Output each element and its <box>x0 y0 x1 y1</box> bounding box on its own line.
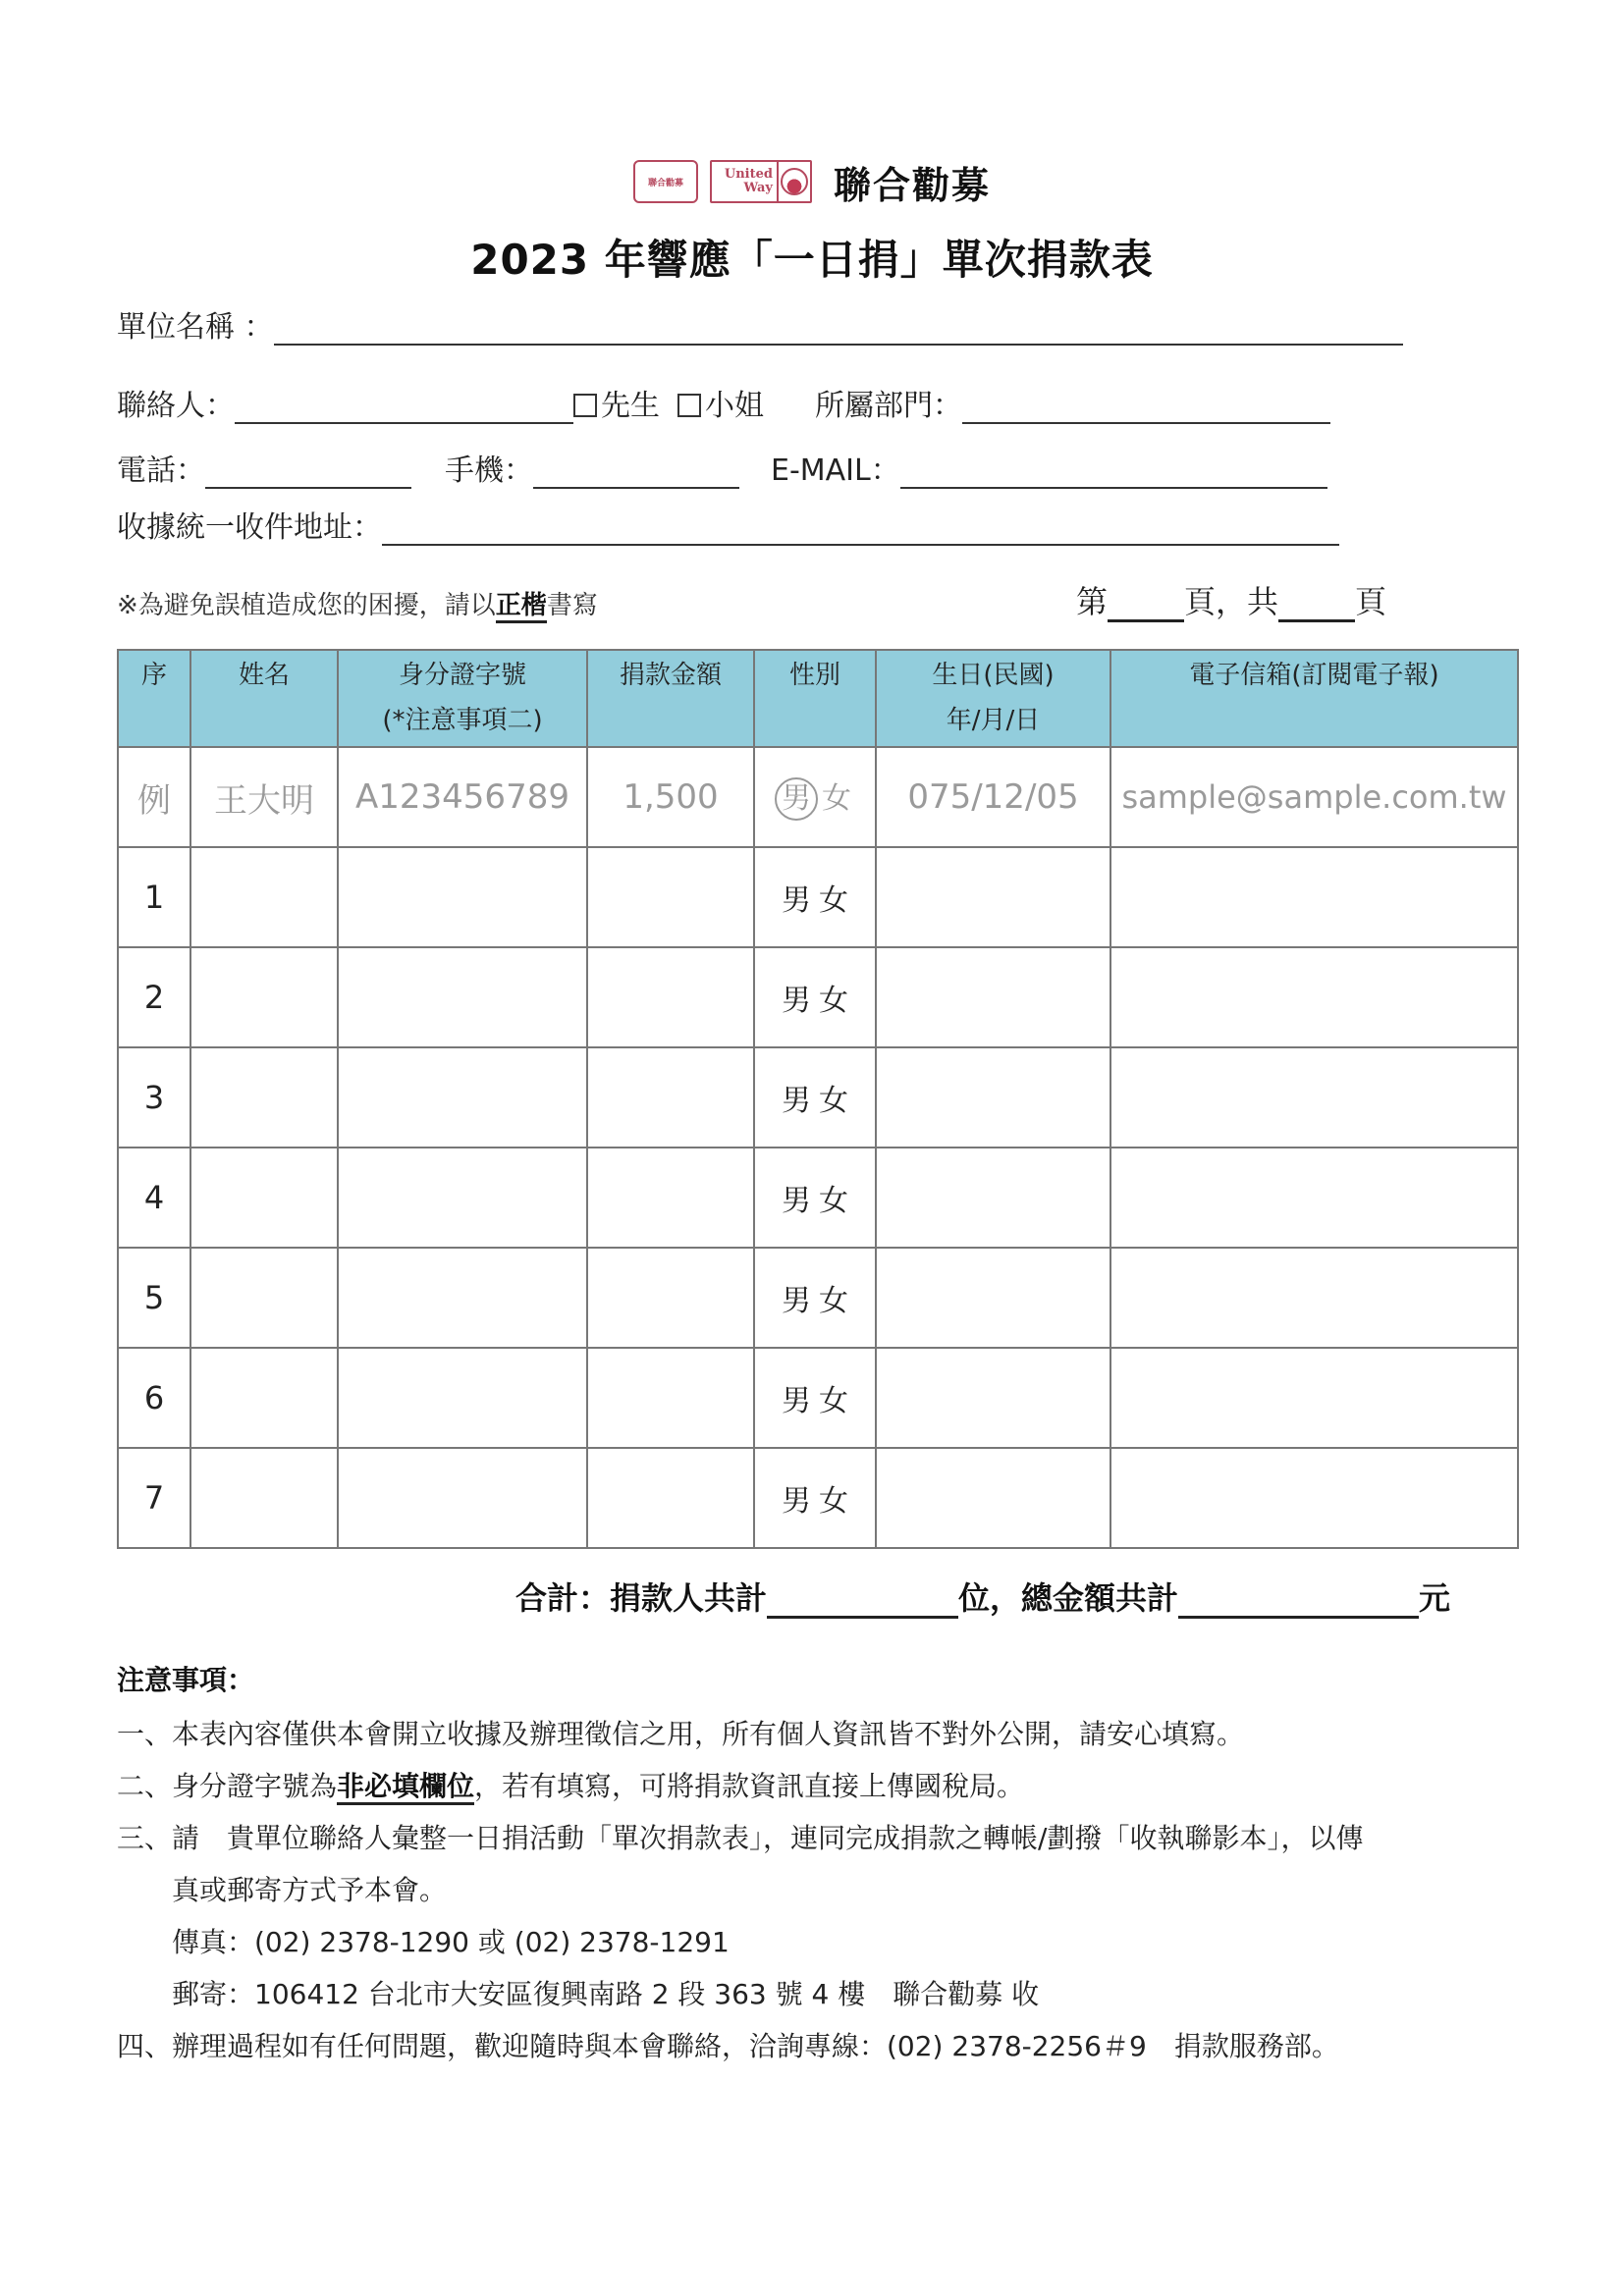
row-birthday-input[interactable] <box>876 1047 1110 1148</box>
col-header-text: 身分證字號 <box>398 661 526 690</box>
mailing-address: 郵寄：106412 台北市大安區復興南路 2 段 363 號 4 樓 聯合勸募 收 <box>172 1978 1040 2010</box>
note-item-1: 一、本表內容僅供本會開立收據及辦理徵信之用，所有個人資訊皆不對外公開，請安心填寫。 <box>117 1718 1245 1750</box>
gender-male-option[interactable]: 男 <box>782 1484 811 1519</box>
ms-checkbox[interactable] <box>677 394 701 417</box>
table-row <box>118 1047 1518 1148</box>
gender-male-option[interactable]: 男 <box>782 1084 811 1118</box>
gender-female-option[interactable]: 女 <box>819 1084 848 1118</box>
totals-prefix: 合計：捐款人共計 <box>515 1579 768 1617</box>
unit-name-field <box>117 302 1403 346</box>
note-item-2 <box>117 1760 1363 1812</box>
col-header-subtext: (*注意事項二) <box>382 706 543 735</box>
total-pages-input[interactable] <box>1278 588 1355 622</box>
table-row <box>118 1448 1518 1548</box>
example-gender <box>754 747 876 847</box>
gender-female-option[interactable]: 女 <box>819 1484 848 1519</box>
totals-suffix: 元 <box>1419 1579 1451 1617</box>
example-name: 王大明 <box>190 747 338 847</box>
gender-male-option[interactable]: 男 <box>782 883 811 918</box>
col-header-birthday <box>876 650 1110 747</box>
united-way-emblem-icon <box>779 162 810 201</box>
note-item-2-emphasis: 非必填欄位 <box>337 1770 474 1805</box>
row-email-input[interactable] <box>1110 947 1518 1047</box>
row-amount-input[interactable] <box>587 1148 754 1248</box>
row-amount-input[interactable] <box>587 1248 754 1348</box>
row-name-input[interactable] <box>190 1448 338 1548</box>
row-amount-input[interactable] <box>587 1047 754 1148</box>
row-amount-input[interactable] <box>587 947 754 1047</box>
mr-checkbox[interactable] <box>573 394 597 417</box>
table-header-row <box>118 650 1518 747</box>
phone-row <box>117 446 1327 489</box>
row-gender <box>754 1148 876 1248</box>
handwriting-instruction <box>117 585 598 621</box>
example-birthday: 075/12/05 <box>876 747 1110 847</box>
address-input[interactable] <box>382 514 1339 546</box>
row-id-input[interactable] <box>338 947 587 1047</box>
note-item-3-line-1: 三、請 貴單位聯絡人彙整一日捐活動「單次捐款表」，連同完成捐款之轉帳/劃撥「收執聯影本」，以傳 <box>117 1822 1364 1854</box>
page-number-input[interactable] <box>1108 588 1184 622</box>
row-seq: 7 <box>118 1448 190 1548</box>
row-gender <box>754 1047 876 1148</box>
col-header-text: 電子信箱(訂閱電子報) <box>1189 661 1439 690</box>
gender-female-option[interactable]: 女 <box>819 984 848 1018</box>
row-gender <box>754 1448 876 1548</box>
table-row <box>118 1248 1518 1348</box>
mobile-label: 手機： <box>445 454 533 488</box>
instruction-prefix: ※為避免誤植造成您的困擾，請以 <box>117 591 496 620</box>
unit-name-label: 單位名稱 ： <box>117 310 274 345</box>
row-email-input[interactable] <box>1110 1047 1518 1148</box>
example-email: sample@sample.com.tw <box>1110 747 1518 847</box>
phone-input[interactable] <box>205 457 411 489</box>
row-id-input[interactable] <box>338 847 587 947</box>
col-header-seq <box>118 650 190 747</box>
row-birthday-input[interactable] <box>876 1248 1110 1348</box>
gender-male-option[interactable]: 男 <box>782 1184 811 1218</box>
row-birthday-input[interactable] <box>876 1148 1110 1248</box>
mobile-input[interactable] <box>533 457 739 489</box>
example-row <box>118 747 1518 847</box>
address-label: 收據統一收件地址： <box>117 510 382 545</box>
email-label: E-MAIL： <box>771 454 900 488</box>
row-seq: 6 <box>118 1348 190 1448</box>
row-email-input[interactable] <box>1110 1448 1518 1548</box>
row-name-input[interactable] <box>190 1248 338 1348</box>
row-email-input[interactable] <box>1110 1248 1518 1348</box>
fax-numbers: 傳真：(02) 2378-1290 或 (02) 2378-1291 <box>172 1926 730 1958</box>
row-name-input[interactable] <box>190 1148 338 1248</box>
row-seq: 1 <box>118 847 190 947</box>
note-item-2-prefix: 二、身分證字號為 <box>117 1770 338 1802</box>
united-word: United <box>724 167 773 182</box>
row-amount-input[interactable] <box>587 1448 754 1548</box>
mr-label: 先生 <box>601 389 660 423</box>
col-header-text: 性別 <box>788 661 840 690</box>
notes-list <box>117 1708 1363 2072</box>
total-amount-input[interactable] <box>1178 1582 1419 1619</box>
donor-count-input[interactable] <box>767 1582 958 1619</box>
mr-option[interactable] <box>573 381 660 424</box>
row-name-input[interactable] <box>190 1348 338 1448</box>
row-birthday-input[interactable] <box>876 1348 1110 1448</box>
row-gender <box>754 947 876 1047</box>
col-header-gender <box>754 650 876 747</box>
row-email-input[interactable] <box>1110 1148 1518 1248</box>
gender-female-option[interactable]: 女 <box>819 883 848 918</box>
row-email-input[interactable] <box>1110 847 1518 947</box>
email-input[interactable] <box>900 457 1327 489</box>
page-count <box>1076 577 1386 622</box>
ms-option[interactable] <box>677 381 764 424</box>
example-gender-female: 女 <box>822 781 851 816</box>
united-way-logo <box>710 160 812 203</box>
table-row <box>118 1348 1518 1448</box>
contact-label: 聯絡人： <box>117 389 235 423</box>
totals-mid: 位，總金額共計 <box>958 1579 1179 1617</box>
gender-female-option[interactable]: 女 <box>819 1384 848 1418</box>
gender-female-option[interactable]: 女 <box>819 1184 848 1218</box>
row-id-input[interactable] <box>338 1448 587 1548</box>
note-item-4: 四、辦理過程如有任何問題，歡迎隨時與本會聯絡，洽詢專線：(02) 2378-2256＃9 捐款服務部。 <box>117 2030 1339 2062</box>
donation-table <box>117 649 1519 1549</box>
col-header-text: 生日(民國) <box>932 661 1055 690</box>
gender-male-option[interactable]: 男 <box>782 1284 811 1318</box>
col-header-email <box>1110 650 1518 747</box>
way-word: Way <box>743 181 773 195</box>
table-row <box>118 1148 1518 1248</box>
page-title: 2023 年響應「一日捐」單次捐款表 <box>470 236 1154 284</box>
row-birthday-input[interactable] <box>876 947 1110 1047</box>
gender-male-option[interactable]: 男 <box>782 1384 811 1418</box>
row-seq: 5 <box>118 1248 190 1348</box>
header-logos <box>0 157 1624 206</box>
totals-line <box>515 1574 1450 1619</box>
row-gender <box>754 847 876 947</box>
page-prefix: 第 <box>1076 583 1109 620</box>
unit-name-input[interactable] <box>274 314 1403 346</box>
instruction-emphasis: 正楷 <box>496 591 547 623</box>
row-name-input[interactable] <box>190 1047 338 1148</box>
example-id: A123456789 <box>338 747 587 847</box>
page-mid: 頁，共 <box>1184 583 1279 620</box>
row-seq: 3 <box>118 1047 190 1148</box>
table-row <box>118 847 1518 947</box>
contact-field <box>117 381 1330 424</box>
united-way-wordmark <box>712 162 779 201</box>
example-gender-male-selected: 男 <box>775 777 818 821</box>
note-item-3-line-2: 真或郵寄方式予本會。 <box>172 1874 448 1906</box>
gender-female-option[interactable]: 女 <box>819 1284 848 1318</box>
row-id-input[interactable] <box>338 1248 587 1348</box>
row-name-input[interactable] <box>190 947 338 1047</box>
row-email-input[interactable] <box>1110 1348 1518 1448</box>
dept-input[interactable] <box>962 393 1330 424</box>
address-field <box>117 503 1339 546</box>
row-amount-input[interactable] <box>587 847 754 947</box>
row-birthday-input[interactable] <box>876 847 1110 947</box>
heart-logo-text: 聯合勸募 <box>647 178 683 188</box>
row-id-input[interactable] <box>338 1047 587 1148</box>
row-seq: 4 <box>118 1148 190 1248</box>
org-name: 聯合勸募 <box>833 163 991 207</box>
row-gender <box>754 1348 876 1448</box>
row-id-input[interactable] <box>338 1348 587 1448</box>
united-way-tw-logo <box>633 160 698 203</box>
phone-label: 電話： <box>117 454 205 488</box>
row-amount-input[interactable] <box>587 1348 754 1448</box>
row-name-input[interactable] <box>190 847 338 947</box>
page-suffix: 頁 <box>1355 583 1387 620</box>
notes-title: 注意事項： <box>117 1664 255 1696</box>
contact-input[interactable] <box>235 393 573 424</box>
row-seq: 2 <box>118 947 190 1047</box>
col-header-text: 序 <box>140 661 167 690</box>
row-birthday-input[interactable] <box>876 1448 1110 1548</box>
ms-label: 小姐 <box>705 389 764 423</box>
col-header-amount <box>587 650 754 747</box>
instruction-suffix: 書寫 <box>546 591 598 620</box>
table-row <box>118 947 1518 1047</box>
col-header-text: 捐款金額 <box>619 661 722 690</box>
col-header-id <box>338 650 587 747</box>
col-header-name <box>190 650 338 747</box>
example-amount: 1,500 <box>587 747 754 847</box>
col-header-text: 姓名 <box>238 661 290 690</box>
row-id-input[interactable] <box>338 1148 587 1248</box>
gender-male-option[interactable]: 男 <box>782 984 811 1018</box>
col-header-subtext: 年/月/日 <box>946 706 1041 735</box>
note-item-2-suffix: ，若有填寫，可將捐款資訊直接上傳國稅局。 <box>474 1770 1025 1802</box>
example-seq: 例 <box>118 747 190 847</box>
dept-label: 所屬部門： <box>815 389 962 423</box>
row-gender <box>754 1248 876 1348</box>
